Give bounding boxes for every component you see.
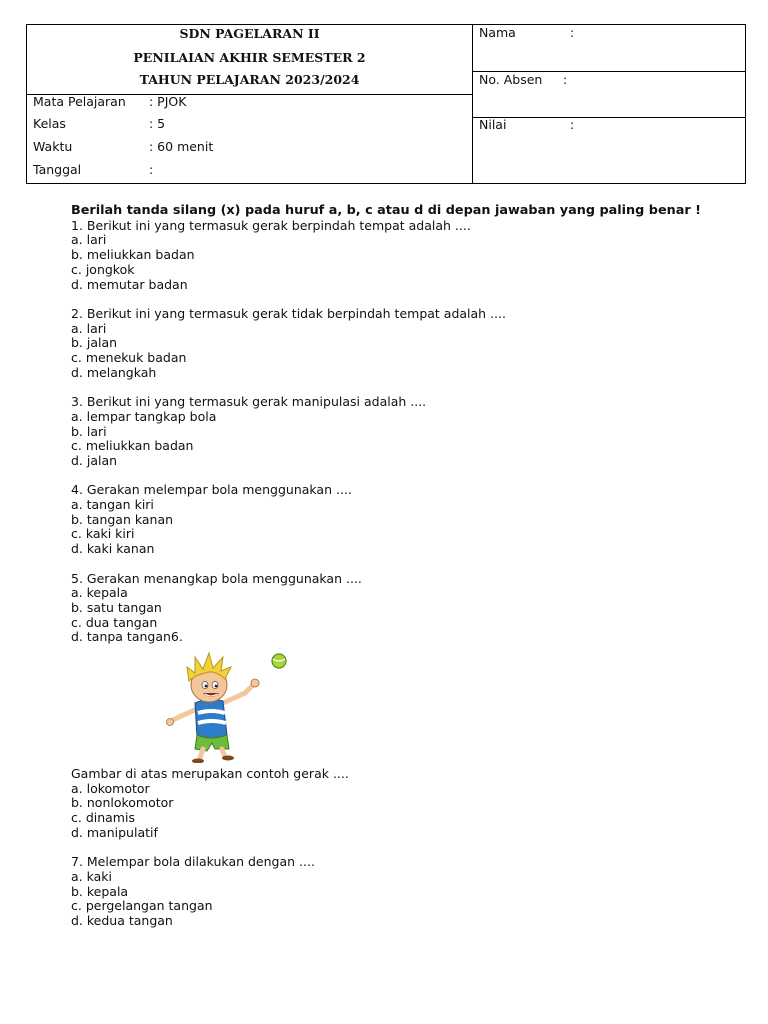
option-a: a. lempar tangkap bola (71, 408, 217, 424)
field-value: : 60 menit (149, 139, 214, 154)
question-6 (71, 767, 751, 841)
field-label: Mata Pelajaran (33, 94, 126, 109)
absen-label: No. Absen (479, 72, 543, 87)
option-b: b. lari (71, 423, 107, 439)
option-d: d. jalan (71, 452, 118, 468)
question-text: 1. Berikut ini yang termasuk gerak berpindah tempat adalah .... (71, 217, 471, 233)
name-label: Nama (479, 25, 516, 40)
option-d: d. memutar badan (71, 276, 188, 292)
question-1 (71, 219, 751, 293)
option-a: a. kepala (71, 585, 128, 601)
field-label: Tanggal (33, 162, 82, 177)
question-text: 5. Gerakan menangkap bola menggunakan .... (71, 570, 362, 586)
option-a: a. lari (71, 320, 107, 336)
option-a: a. kaki (71, 868, 112, 884)
question-2 (71, 307, 751, 381)
field-label: Waktu (33, 139, 73, 154)
option-a: a. lokomotor (71, 780, 150, 796)
name-colon: : (570, 25, 575, 40)
question-3 (71, 395, 751, 469)
option-a: a. lari (71, 232, 107, 248)
divider (472, 117, 745, 118)
question-text: 4. Gerakan melempar bola menggunakan .... (71, 482, 352, 498)
option-d: d. manipulatif (71, 824, 158, 840)
exam-title: PENILAIAN AKHIR SEMESTER 2 (133, 50, 366, 65)
option-c: c. menekuk badan (71, 350, 187, 366)
boy-throwing-ball-icon (165, 651, 290, 763)
option-d: d. tanpa tangan6. (71, 629, 183, 645)
question-text: 2. Berikut ini yang termasuk gerak tidak berpindah tempat adalah .... (71, 305, 506, 321)
option-a: a. tangan kiri (71, 497, 154, 513)
academic-year: TAHUN PELAJARAN 2023/2024 (139, 72, 360, 87)
option-c: c. meliukkan badan (71, 438, 194, 454)
question-4 (71, 483, 751, 557)
score-label: Nilai (479, 117, 507, 132)
option-c: c. pergelangan tangan (71, 898, 213, 914)
field-label: Kelas (33, 116, 66, 131)
option-d: d. kedua tangan (71, 913, 173, 929)
option-b: b. kepala (71, 883, 129, 899)
field-value: : 5 (149, 116, 166, 131)
score-colon: : (570, 117, 575, 132)
divider (472, 25, 473, 183)
option-b: b. tangan kanan (71, 511, 174, 527)
option-b: b. satu tangan (71, 599, 162, 615)
option-d: d. melangkah (71, 364, 157, 380)
field-value: : (149, 162, 154, 177)
absen-colon: : (563, 72, 568, 87)
question-7 (71, 855, 751, 929)
option-d: d. kaki kanan (71, 541, 155, 557)
option-c: c. kaki kiri (71, 526, 135, 542)
instruction: Berilah tanda silang (x) pada huruf a, b, c atau d di depan jawaban yang paling benar ! (71, 203, 701, 218)
question-text: Gambar di atas merupakan contoh gerak .... (71, 766, 349, 782)
header-table (26, 24, 746, 184)
school-name: SDN PAGELARAN II (179, 26, 320, 41)
option-b: b. meliukkan badan (71, 247, 195, 263)
option-c: c. jongkok (71, 261, 135, 277)
option-c: c. dua tangan (71, 614, 158, 630)
questions-section (71, 204, 751, 943)
question-text: 3. Berikut ini yang termasuk gerak manipulasi adalah .... (71, 394, 427, 410)
question-5 (71, 572, 751, 646)
option-c: c. dinamis (71, 810, 135, 826)
question-text: 7. Melempar bola dilakukan dengan .... (71, 854, 315, 870)
option-b: b. jalan (71, 335, 118, 351)
field-value: : PJOK (149, 94, 187, 109)
option-b: b. nonlokomotor (71, 795, 174, 811)
